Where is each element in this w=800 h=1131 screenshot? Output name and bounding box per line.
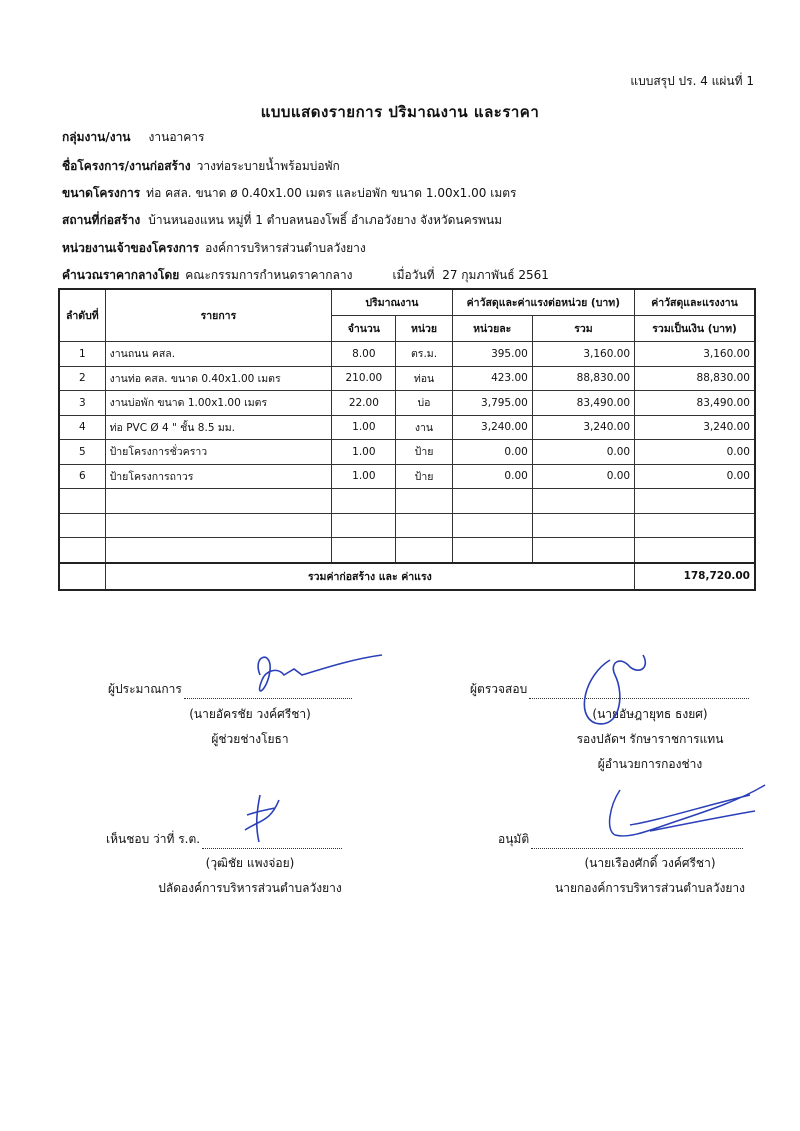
col-header-quantity-group: ปริมาณงาน (332, 289, 452, 316)
col-header-qty: จำนวน (332, 316, 396, 342)
endorser-signature-scribble (235, 790, 295, 850)
row-unit: บ่อ (396, 391, 452, 416)
row-unit: ป้าย (396, 440, 452, 465)
col-header-no: ลำดับที่ (59, 289, 105, 342)
row-sum: 0.00 (532, 464, 634, 489)
row-amount: 88,830.00 (635, 366, 755, 391)
col-header-unit: หน่วย (396, 316, 452, 342)
table-row (59, 464, 755, 489)
row-unit: ป้าย (396, 464, 452, 489)
table-header-row (59, 289, 755, 316)
row-amount: 83,490.00 (635, 391, 755, 416)
row-unit-price: 395.00 (452, 342, 532, 367)
meta-owner (62, 239, 366, 258)
row-qty: 1.00 (332, 440, 396, 465)
owner-label: หน่วยงานเจ้าของโครงการ (62, 241, 200, 255)
endorser-signature-line (106, 830, 342, 849)
row-qty: 1.00 (332, 464, 396, 489)
row-unit-price: 3,795.00 (452, 391, 532, 416)
project-value: วางท่อระบายน้ำพร้อมบ่อพัก (196, 159, 340, 173)
row-item: งานถนน คสล. (105, 342, 332, 367)
row-no: 5 (59, 440, 105, 465)
row-sum: 0.00 (532, 440, 634, 465)
form-code: แบบสรุป ปร. 4 แผ่นที่ 1 (630, 74, 754, 88)
project-label: ชื่อโครงการ/งานก่อสร้าง (62, 159, 191, 173)
row-unit: ตร.ม. (396, 342, 452, 367)
row-item: ป้ายโครงการชั่วคราว (105, 440, 332, 465)
checker-signature-scribble (565, 645, 685, 735)
approver-position: นายกองค์การบริหารส่วนตำบลวังยาง (555, 881, 745, 895)
items-table (58, 288, 756, 591)
endorser-position: ปลัดองค์การบริหารส่วนตำบลวังยาง (158, 881, 342, 895)
row-item: งานบ่อพัก ขนาด 1.00x1.00 เมตร (105, 391, 332, 416)
row-item: ท่อ PVC Ø 4 " ชั้น 8.5 มม. (105, 415, 332, 440)
meta-calc (62, 266, 549, 285)
meta-group (62, 128, 204, 147)
meta-project (62, 157, 340, 176)
total-value: 178,720.00 (635, 563, 755, 590)
calc-label: คำนวณราคากลางโดย (62, 268, 180, 282)
col-header-item: รายการ (105, 289, 332, 342)
checker-position-2: ผู้อำนวยการกองช่าง (597, 757, 703, 771)
row-no: 6 (59, 464, 105, 489)
row-unit-price: 3,240.00 (452, 415, 532, 440)
document-title: แบบแสดงรายการ ปริมาณงาน และราคา (260, 103, 540, 121)
group-value: งานอาคาร (148, 130, 205, 144)
col-header-unit-price: หน่วยละ (452, 316, 532, 342)
table-row (59, 415, 755, 440)
estimator-signature-scribble (232, 645, 392, 705)
row-qty: 8.00 (332, 342, 396, 367)
approver-role: อนุมัติ (498, 832, 530, 846)
owner-value: องค์การบริหารส่วนตำบลวังยาง (205, 241, 366, 255)
row-no: 2 (59, 366, 105, 391)
empty-row (59, 513, 755, 538)
table-row (59, 342, 755, 367)
row-unit: ท่อน (396, 366, 452, 391)
col-header-sum: รวม (532, 316, 634, 342)
size-value: ท่อ คสล. ขนาด ø 0.40x1.00 เมตร และบ่อพัก ขนาด 1.00x1.00 เมตร (146, 186, 517, 200)
row-amount: 0.00 (635, 440, 755, 465)
row-unit-price: 0.00 (452, 464, 532, 489)
row-unit: งาน (396, 415, 452, 440)
row-unit-price: 423.00 (452, 366, 532, 391)
approver-name: (นายเรืองศักดิ์ วงค์ศรีชา) (584, 856, 716, 870)
date-label: เมื่อวันที่ (392, 268, 435, 282)
endorser-role: เห็นชอบ ว่าที่ ร.ต. (106, 832, 201, 846)
total-row (59, 563, 755, 590)
col-header-total-group: ค่าวัสดุและแรงงาน (635, 289, 755, 316)
table-row (59, 366, 755, 391)
row-unit-price: 0.00 (452, 440, 532, 465)
row-sum: 3,160.00 (532, 342, 634, 367)
row-amount: 0.00 (635, 464, 755, 489)
calc-value: คณะกรรมการกำหนดราคากลาง (185, 268, 353, 282)
row-amount: 3,240.00 (635, 415, 755, 440)
endorser-name: (วุฒิชัย แพงจ่อย) (205, 856, 295, 870)
row-item: ป้ายโครงการถาวร (105, 464, 332, 489)
col-header-unit-cost-group: ค่าวัสดุและค่าแรงต่อหน่วย (บาท) (452, 289, 635, 316)
row-sum: 88,830.00 (532, 366, 634, 391)
row-sum: 3,240.00 (532, 415, 634, 440)
size-label: ขนาดโครงการ (62, 186, 141, 200)
table-row (59, 440, 755, 465)
checker-position-1: รองปลัดฯ รักษาราชการแทน (576, 732, 724, 746)
empty-row (59, 538, 755, 563)
estimator-position: ผู้ช่วยช่างโยธา (211, 732, 289, 746)
checker-role: ผู้ตรวจสอบ (470, 682, 528, 696)
estimator-role: ผู้ประมาณการ (108, 682, 182, 696)
row-no: 1 (59, 342, 105, 367)
row-sum: 83,490.00 (532, 391, 634, 416)
table-row (59, 391, 755, 416)
row-qty: 210.00 (332, 366, 396, 391)
meta-size (62, 184, 516, 203)
estimator-name: (นายอัครชัย วงค์ศรีชา) (189, 707, 311, 721)
row-qty: 22.00 (332, 391, 396, 416)
location-label: สถานที่ก่อสร้าง (62, 213, 141, 227)
total-label: รวมค่าก่อสร้าง และ ค่าแรง (105, 563, 634, 590)
row-amount: 3,160.00 (635, 342, 755, 367)
approver-signature-scribble (590, 735, 770, 845)
row-no: 3 (59, 391, 105, 416)
meta-location (62, 211, 502, 230)
location-value: บ้านหนองแหน หมู่ที่ 1 ตำบลหนองโพธิ์ อำเภอวังยาง จังหวัดนครพนม (148, 213, 503, 227)
date-value: 27 กุมภาพันธ์ 2561 (442, 268, 549, 282)
row-qty: 1.00 (332, 415, 396, 440)
checker-name: (นายอัษฎายุทธ ธงยศ) (592, 707, 708, 721)
group-label: กลุ่มงาน/งาน (62, 130, 131, 144)
row-no: 4 (59, 415, 105, 440)
row-item: งานท่อ คสล. ขนาด 0.40x1.00 เมตร (105, 366, 332, 391)
empty-row (59, 489, 755, 514)
col-header-amount: รวมเป็นเงิน (บาท) (635, 316, 755, 342)
